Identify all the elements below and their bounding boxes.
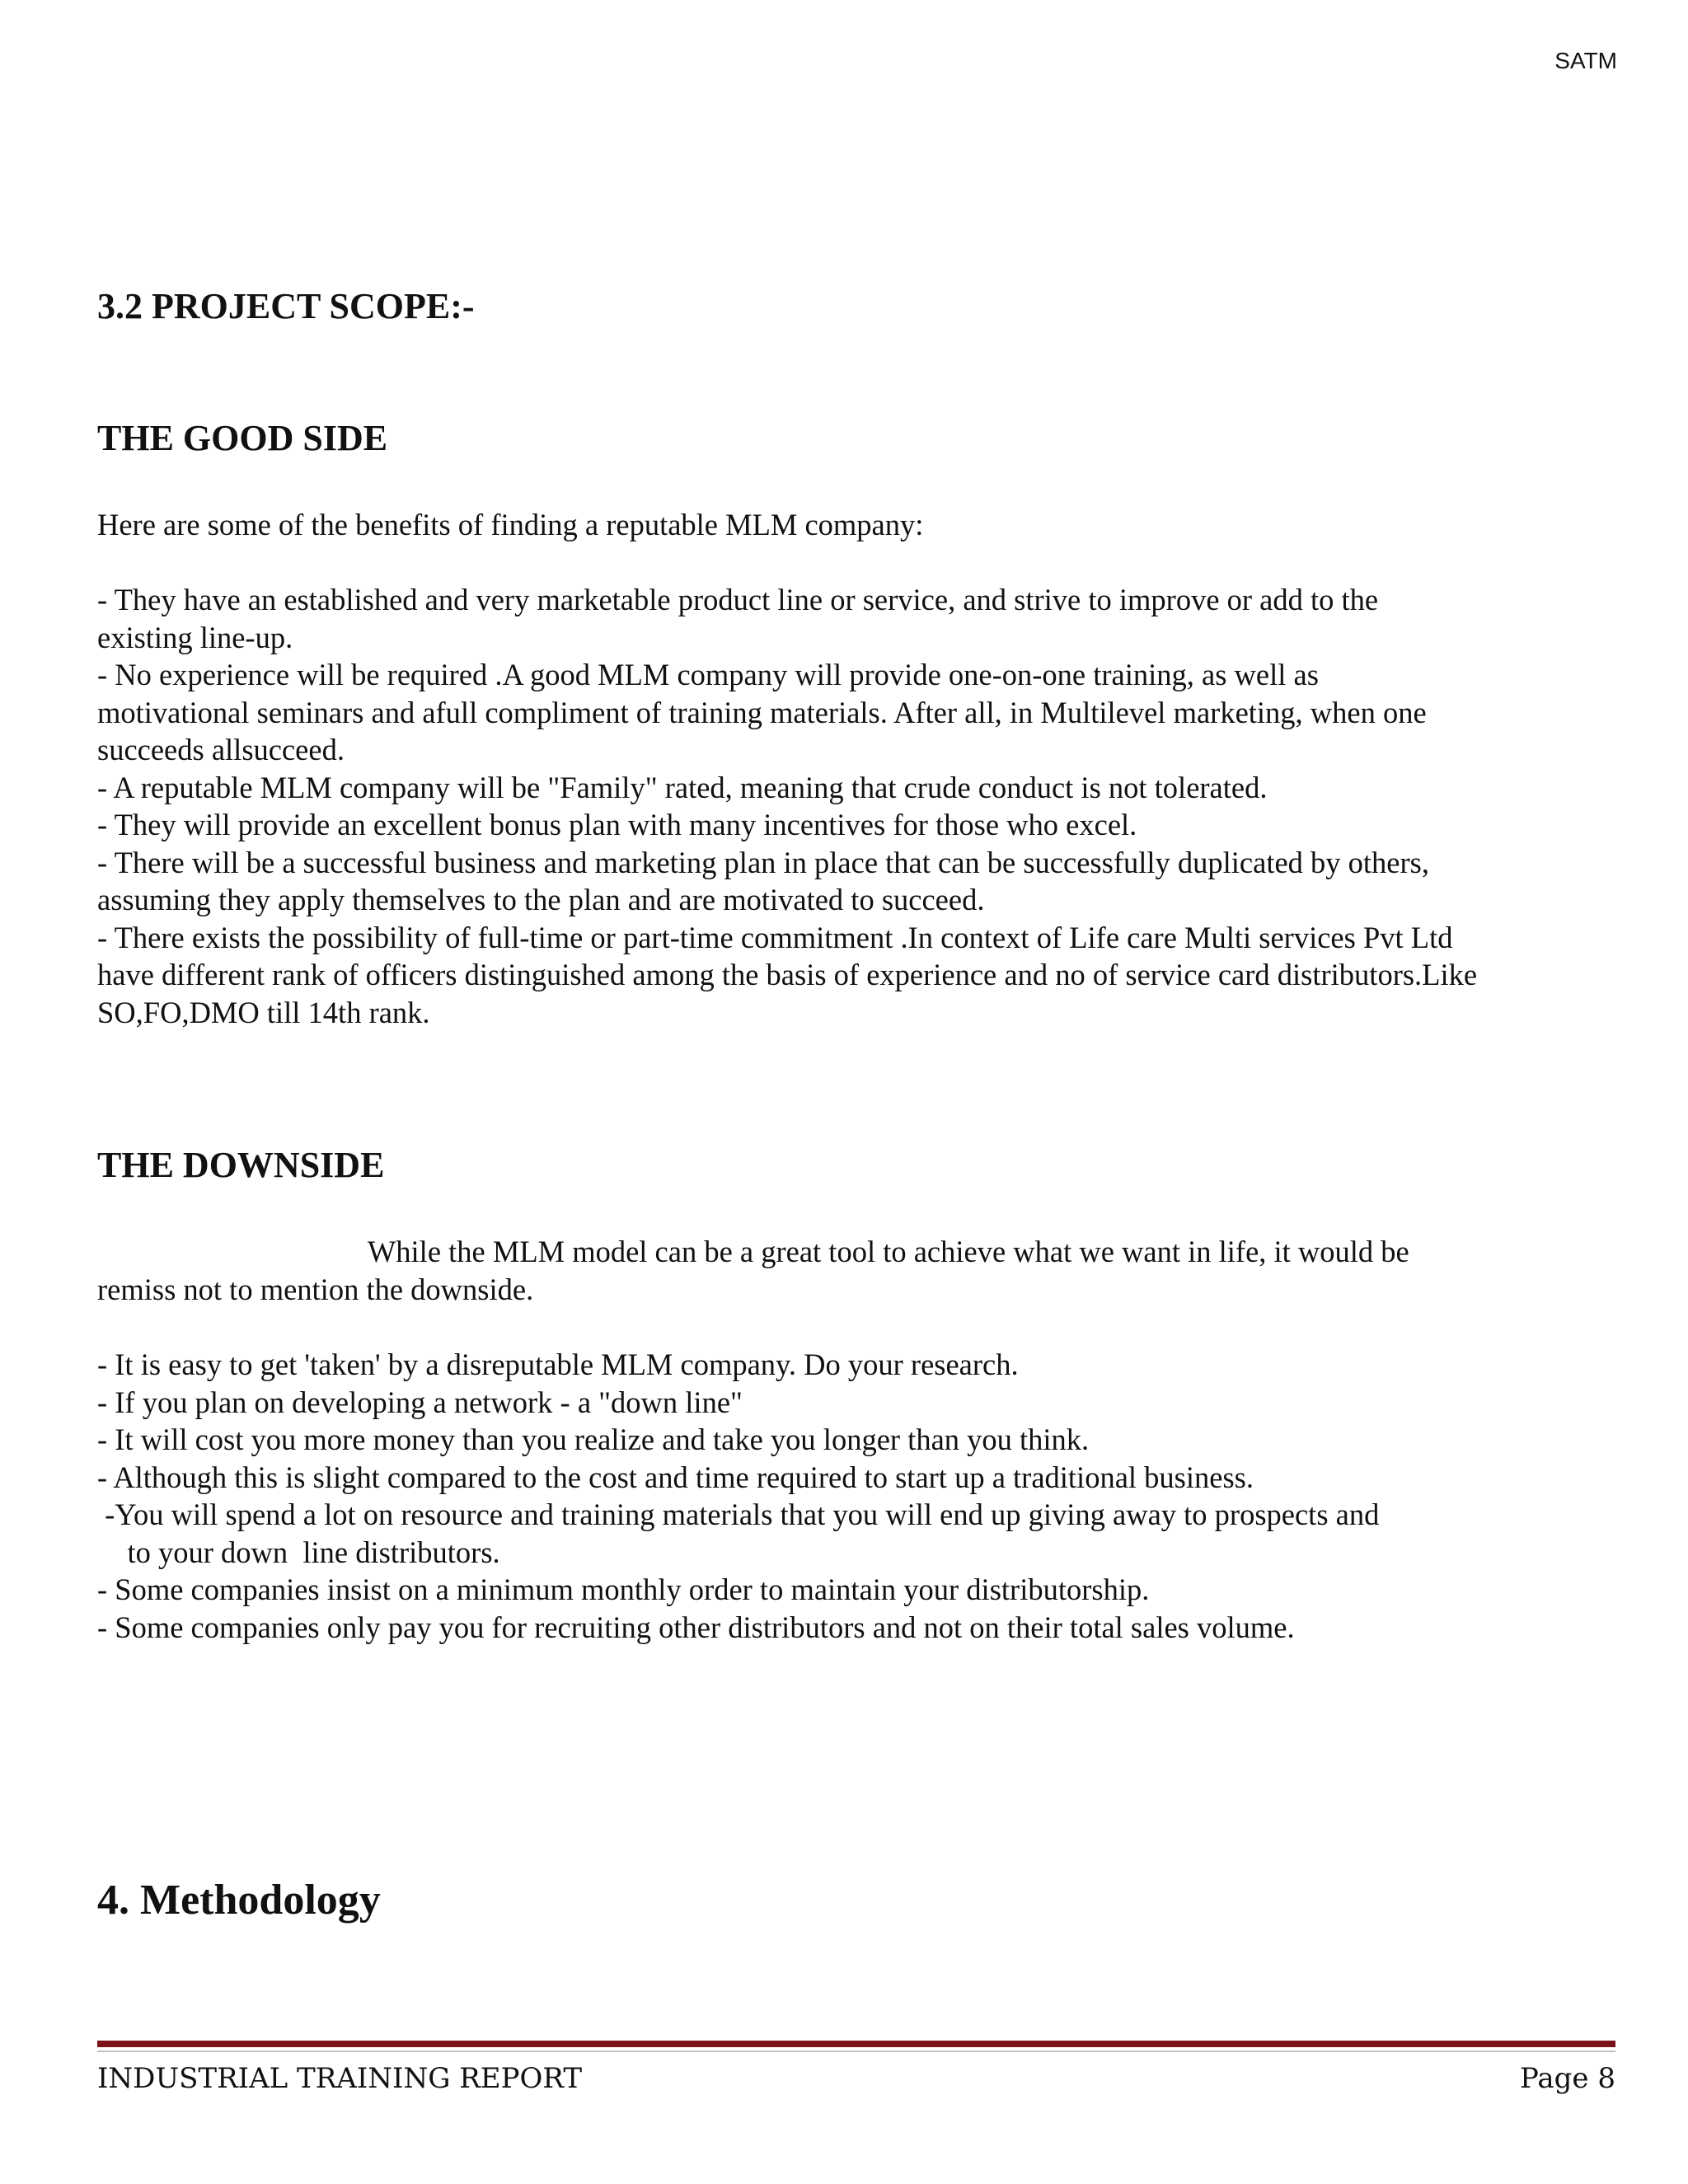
good-side-intro bbox=[97, 506, 1615, 544]
downside-line: - It is easy to get 'taken' by a disreputable MLM company. Do your research. bbox=[97, 1347, 1019, 1381]
header-label: SATM bbox=[1554, 48, 1617, 73]
good-side-heading: THE GOOD SIDE bbox=[97, 418, 388, 458]
good-side-line: - There will be a successful business and marketing plan in place that can be successfully duplicated by others, bbox=[97, 845, 1429, 879]
downside-line: - Some companies insist on a minimum monthly order to maintain your distributorship. bbox=[97, 1572, 1150, 1606]
good-side-line: - A reputable MLM company will be "Family" rated, meaning that crude conduct is not tolerated. bbox=[97, 770, 1268, 804]
footer-rule-thin bbox=[97, 2050, 1615, 2052]
good-side-list bbox=[97, 581, 1615, 1031]
downside-heading: THE DOWNSIDE bbox=[97, 1145, 385, 1185]
footer-page-number: Page 8 bbox=[1520, 2062, 1615, 2095]
footer-rule-thick bbox=[97, 2041, 1615, 2047]
downside-list bbox=[97, 1346, 1615, 1646]
good-side-line: - They have an established and very marketable product line or service, and strive to improve or add to the bbox=[97, 583, 1379, 616]
downside-line: - Although this is slight compared to the cost and time required to start up a traditional business. bbox=[97, 1460, 1254, 1494]
methodology-heading: 4. Methodology bbox=[97, 1877, 381, 1924]
good-side-line: - No experience will be required .A good MLM company will provide one-on-one training, as well as bbox=[97, 658, 1319, 691]
good-side-line: - They will provide an excellent bonus plan with many incentives for those who excel. bbox=[97, 808, 1137, 841]
good-side-line: SO,FO,DMO till 14th rank. bbox=[97, 995, 430, 1029]
good-side-line: existing line-up. bbox=[97, 620, 293, 654]
good-side-line: motivational seminars and afull compliment of training materials. After all, in Multilevel marketing, when one bbox=[97, 695, 1427, 729]
downside-intro-line: While the MLM model can be a great tool to achieve what we want in life, it would be bbox=[97, 1235, 1409, 1268]
footer-report-title: INDUSTRIAL TRAINING REPORT bbox=[97, 2062, 583, 2095]
downside-intro bbox=[97, 1233, 1615, 1308]
downside-line: - It will cost you more money than you realize and take you longer than you think. bbox=[97, 1422, 1090, 1456]
good-side-line: have different rank of officers distinguished among the basis of experience and no of service card distributors.Like bbox=[97, 958, 1478, 991]
good-side-line: - There exists the possibility of full-time or part-time commitment .In context of Life care Multi services Pvt Ltd bbox=[97, 920, 1453, 954]
good-side-intro-line: Here are some of the benefits of finding a reputable MLM company: bbox=[97, 508, 924, 541]
downside-intro-line: remiss not to mention the downside. bbox=[97, 1272, 534, 1306]
section-heading-project-scope: 3.2 PROJECT SCOPE:- bbox=[97, 286, 475, 326]
good-side-line: assuming they apply themselves to the plan and are motivated to succeed. bbox=[97, 883, 985, 916]
downside-line: - Some companies only pay you for recruiting other distributors and not on their total sales volume. bbox=[97, 1610, 1295, 1644]
downside-line: - If you plan on developing a network - a "down line" bbox=[97, 1385, 743, 1419]
downside-line: to your down line distributors. bbox=[97, 1535, 500, 1569]
downside-line: -You will spend a lot on resource and training materials that you will end up giving away to prospects and bbox=[97, 1497, 1380, 1531]
good-side-line: succeeds allsucceed. bbox=[97, 733, 345, 766]
